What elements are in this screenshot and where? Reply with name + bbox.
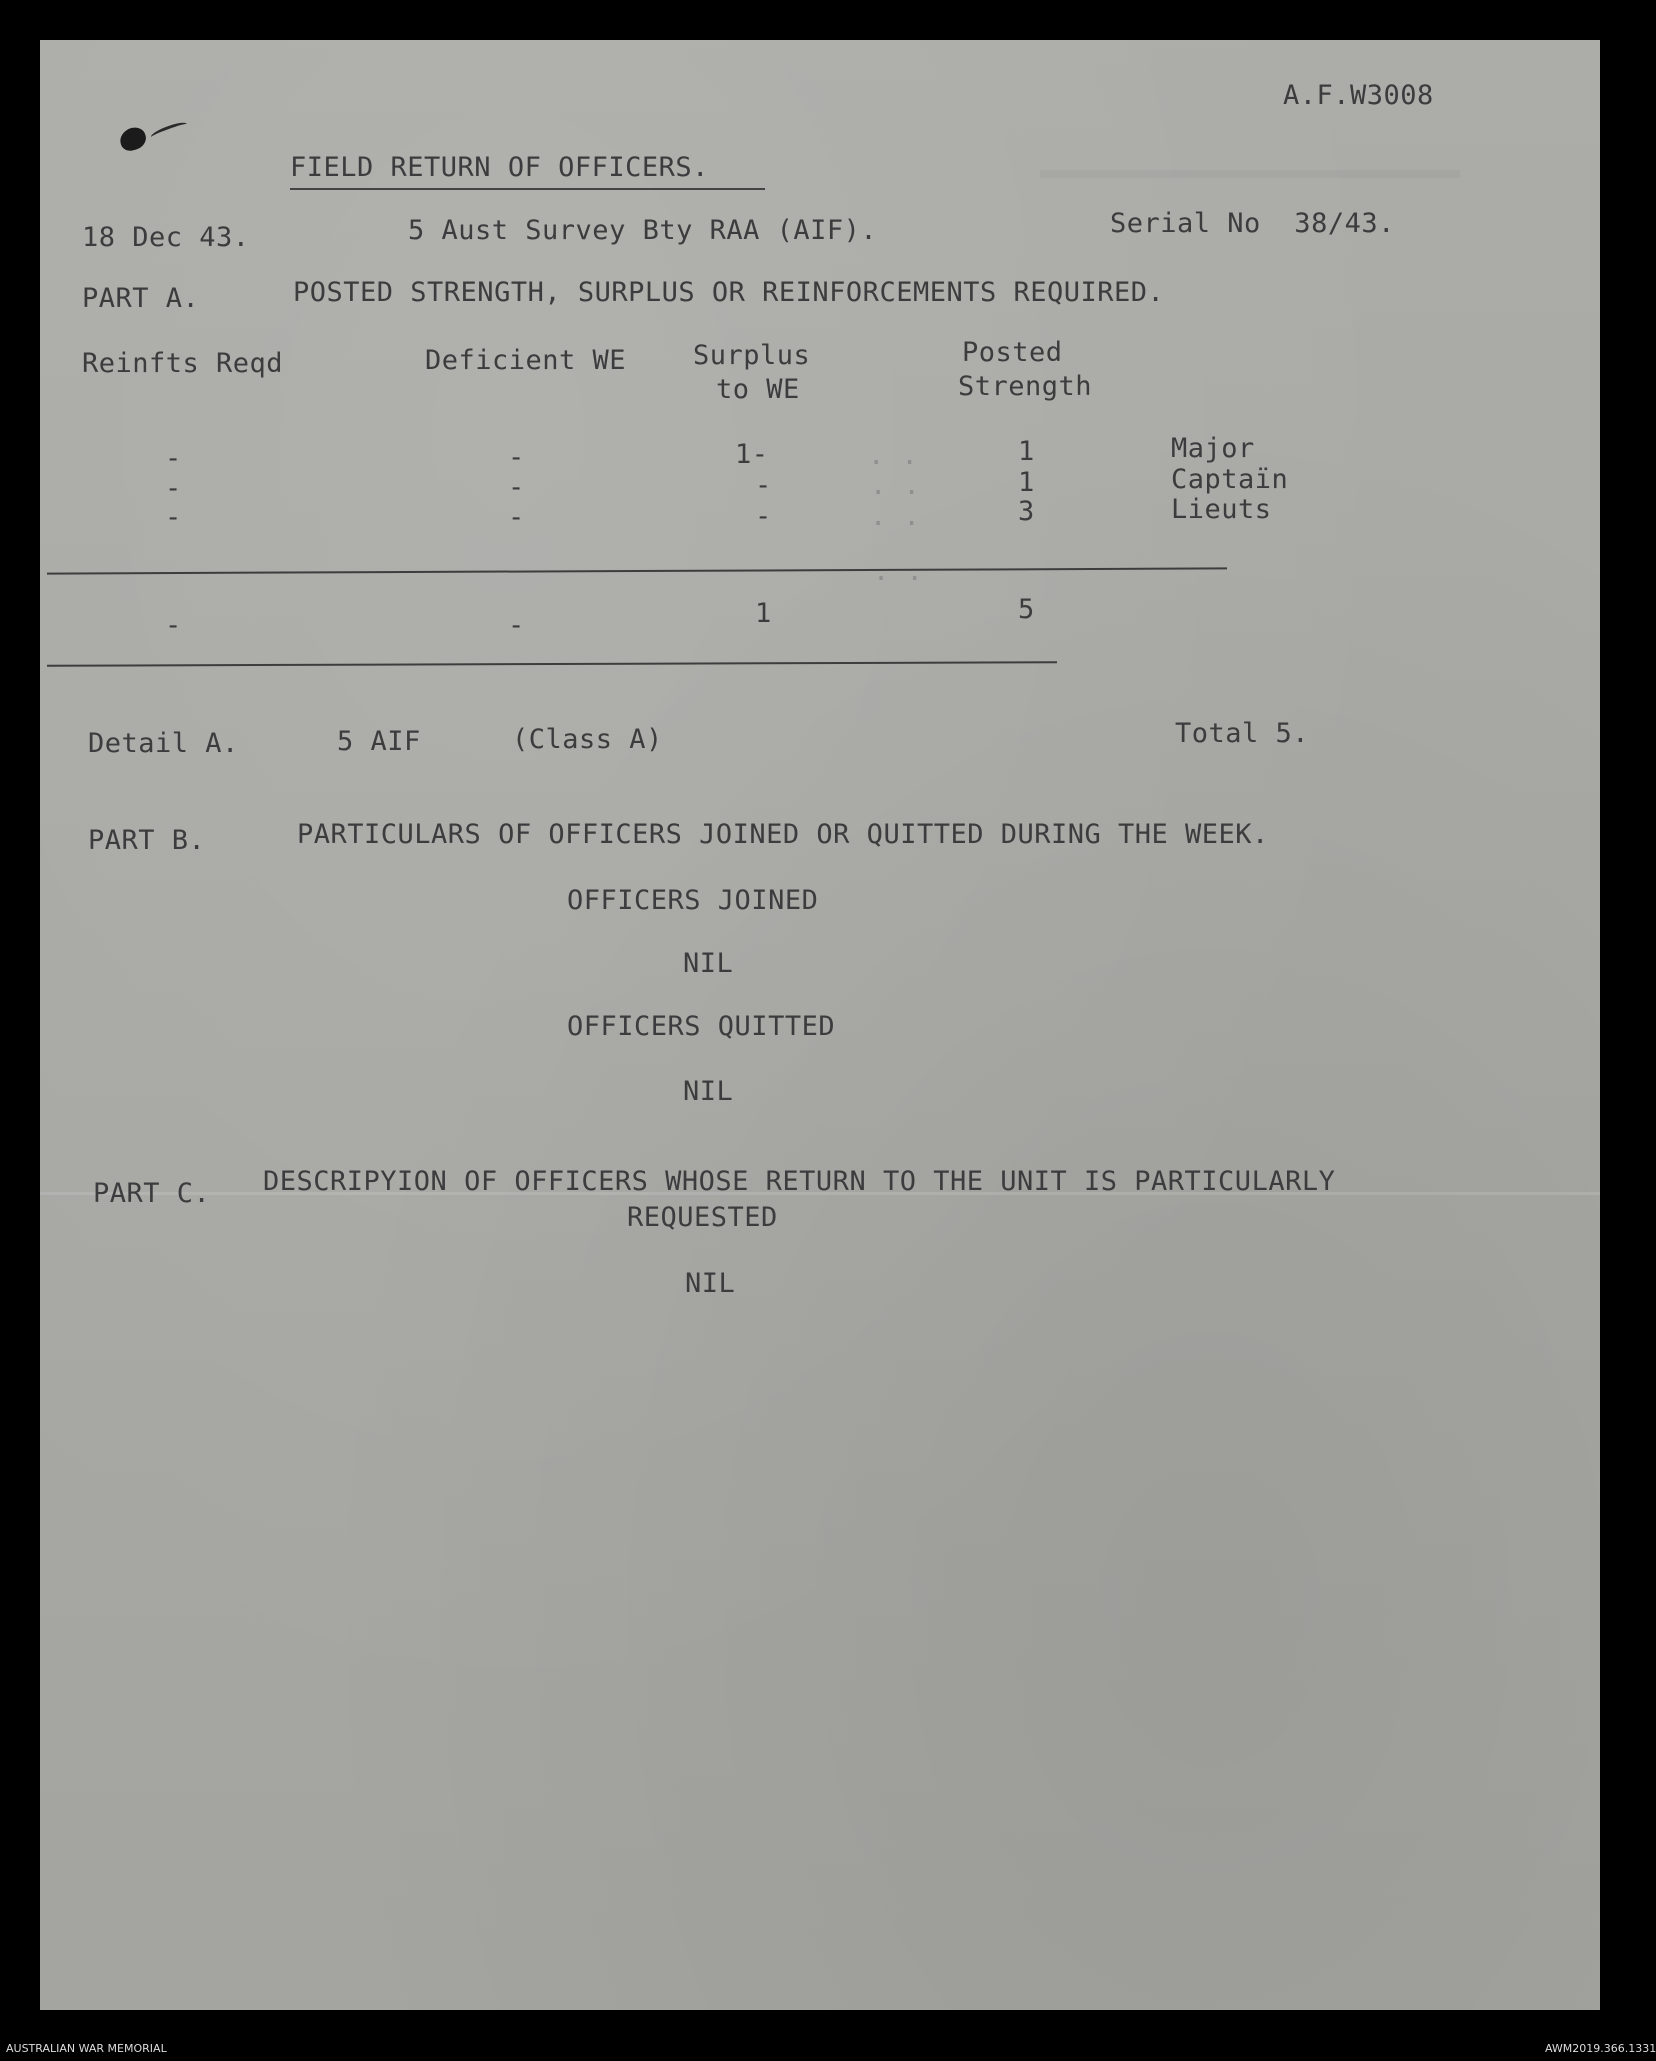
col-header-reinfts: Reinfts Reqd (82, 348, 284, 379)
table-row-2-surplus: - (755, 470, 772, 501)
officers-quitted-label: OFFICERS QUITTED (567, 1011, 836, 1042)
col-header-surplus-2: to WE (716, 374, 800, 405)
col-header-deficient: Deficient WE (425, 345, 627, 376)
col-header-surplus: Surplus (693, 340, 811, 371)
table-row-2-posted: 1 (1018, 467, 1035, 498)
detail-label: Detail A. (88, 728, 239, 759)
part-c-heading: PART C. (93, 1178, 211, 1209)
part-c-title: DESCRIPYION OF OFFICERS WHOSE RETURN TO THE UNIT IS PARTICULARLY (263, 1166, 1336, 1197)
footer-source: AUSTRALIAN WAR MEMORIAL (6, 2042, 167, 2055)
table-row-3-deficient: - (508, 502, 525, 533)
detail-value: 5 AIF (337, 726, 421, 757)
table-row-3-surplus: - (755, 501, 772, 532)
col-header-posted: Posted (962, 337, 1063, 368)
table-row-2-reinfts: - (165, 473, 182, 504)
return-date: 18 Dec 43. (82, 222, 250, 253)
table-row-1-posted: 1 (1018, 436, 1035, 467)
table-row-3-dots: . . (870, 501, 921, 532)
part-c-value: NIL (685, 1268, 736, 1299)
unit-name: 5 Aust Survey Bty RAA (AIF). (408, 215, 878, 246)
form-number: A.F.W3008 (1283, 80, 1434, 111)
officers-joined-value: NIL (683, 948, 734, 979)
table-row-1-surplus: 1- (735, 439, 769, 470)
part-b-heading: PART B. (88, 825, 206, 856)
totals-surplus: 1 (755, 598, 772, 629)
totals-reinfts: - (165, 610, 182, 641)
table-row-2-deficient: - (508, 472, 525, 503)
part-c-title-2: REQUESTED (627, 1202, 778, 1233)
title-underline (290, 188, 765, 190)
totals-deficient: - (508, 610, 525, 641)
detail-total: Total 5. (1175, 718, 1310, 749)
serial-number: Serial No 38/43. (1110, 208, 1395, 239)
table-rule-dots: . . (873, 556, 924, 587)
col-header-posted-2: Strength (958, 371, 1093, 402)
table-row-1-rank: Major (1171, 433, 1255, 464)
totals-posted: 5 (1018, 594, 1035, 625)
officers-joined-label: OFFICERS JOINED (567, 885, 819, 916)
officers-quitted-value: NIL (683, 1076, 734, 1107)
table-row-3-posted: 3 (1018, 496, 1035, 527)
document-title: FIELD RETURN OF OFFICERS. (290, 152, 709, 183)
part-a-heading: PART A. (82, 283, 200, 314)
table-row-3-rank: Lieuts (1171, 494, 1272, 525)
footer-accession: AWM2019.366.1331 (1545, 2042, 1656, 2055)
table-row-1-dots: . . (868, 440, 919, 471)
table-row-1-reinfts: - (165, 443, 182, 474)
detail-class: (Class A) (512, 724, 663, 755)
table-row-2-dots: . . (870, 470, 921, 501)
part-b-title: PARTICULARS OF OFFICERS JOINED OR QUITTED DURING THE WEEK. (297, 819, 1269, 850)
part-a-title: POSTED STRENGTH, SURPLUS OR REINFORCEMENTS REQUIRED. (293, 277, 1165, 308)
table-row-1-deficient: - (508, 442, 525, 473)
table-row-3-reinfts: - (165, 502, 182, 533)
table-row-2-rank: Captaïn (1171, 464, 1289, 495)
